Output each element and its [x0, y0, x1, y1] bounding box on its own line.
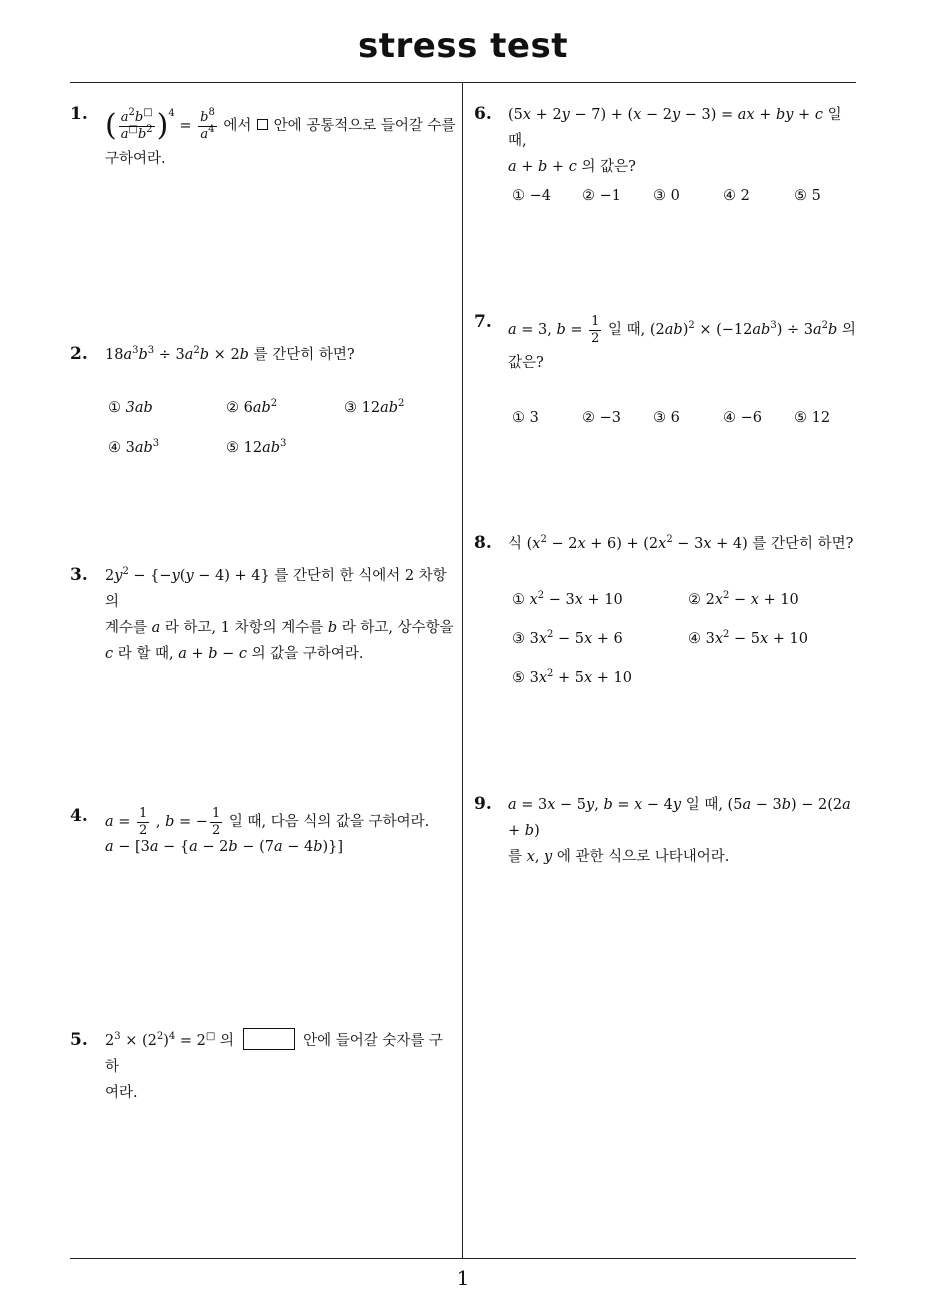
choice-3[interactable]: ③ 0	[653, 188, 680, 204]
choice-3[interactable]: ③ $12ab^2$	[344, 398, 405, 416]
choice-1[interactable]: ① $x^2 - 3x + 10$	[512, 590, 623, 608]
choice-3[interactable]: ③ $3x^2 - 5x + 6$	[512, 629, 623, 647]
choice-4[interactable]: ④ 2	[723, 188, 750, 204]
choice-2[interactable]: ② $6ab^2$	[226, 398, 278, 416]
choice-3[interactable]: ③ 6	[653, 410, 680, 426]
question-7: a = 3, b = $\frac{1}{2}$ 일 때, $(2ab)^2 \times (-12ab^3) \div 3a^2b$ 의 값은?	[508, 313, 856, 371]
question-1-text-b: 안에 공통적으로 들어갈 수를	[273, 118, 456, 134]
choice-5[interactable]: ⑤ $3x^2 + 5x + 10$	[512, 668, 633, 686]
choice-4[interactable]: ④ $3ab^3$	[108, 438, 160, 456]
choice-1[interactable]: ① 3ab	[108, 400, 153, 416]
page-title: stress test	[358, 26, 568, 66]
question-5-number: 5.	[70, 1030, 88, 1050]
choice-1[interactable]: ① −4	[512, 188, 551, 204]
column-divider	[462, 82, 463, 1258]
choice-2[interactable]: ② $2x^2 - x + 10$	[688, 590, 799, 608]
choice-5[interactable]: ⑤ 12	[794, 410, 831, 426]
question-9-number: 9.	[474, 794, 492, 814]
choice-5[interactable]: ⑤ $12ab^3$	[226, 438, 287, 456]
choice-5[interactable]: ⑤ 5	[794, 188, 821, 204]
choice-1[interactable]: ① 3	[512, 410, 539, 426]
question-4-number: 4.	[70, 806, 88, 826]
question-5: $2^3 \times (2^2)^4 = 2^□$ 의 안에 들어갈 숫자를 구하 여라.	[105, 1028, 457, 1106]
question-2-number: 2.	[70, 344, 88, 364]
question-7-number: 7.	[474, 312, 492, 332]
question-8: 식 $(x^2 - 2x + 6) + (2x^2 - 3x + 4)$ 를 간단히 하면?	[508, 534, 854, 552]
question-9: a = 3x − 5y, b = x − 4y 일 때, (5a − 3b) − 2(2a + b) 를 x, y 에 관한 식으로 나타내어라.	[508, 797, 851, 865]
question-8-number: 8.	[474, 533, 492, 553]
question-6: (5x + 2y − 7) + (x − 2y − 3) = ax + by + c 일 때, a + b + c 의 값은?	[508, 107, 842, 175]
question-2: $18a^3b^3 \div 3a^2b \times 2b$ 를 간단히 하면?	[105, 345, 355, 363]
question-1-number: 1.	[70, 104, 88, 124]
page-number: 1	[456, 1266, 470, 1290]
top-rule	[70, 82, 856, 83]
question-3-number: 3.	[70, 565, 88, 585]
question-2-text: 를 간단히 하면?	[253, 347, 355, 363]
question-4-text: 일 때, 다음 식의 값을 구하여라.	[228, 814, 430, 830]
bottom-rule	[70, 1258, 856, 1259]
question-1-line2: 구하여라.	[105, 151, 166, 167]
question-4: a = $\frac{1}{2}$ , b = − $\frac{1}{2}$ 일 때, 다음 식의 값을 구하여라. a − [3a − {a − 2b − (7a − 4b)}]	[105, 805, 430, 855]
question-1-text: 에서	[223, 118, 252, 134]
question-3: $2y^2 - \{-y(y - 4) + 4\}$ 를 간단히 한 식에서 2 차항의 계수를 a 라 하고, 1 차항의 계수를 b 라 하고, 상수항을 c 라 할 때, a + b − c 의 값을 구하여라.	[105, 566, 454, 662]
choice-4[interactable]: ④ −6	[723, 410, 762, 426]
choice-2[interactable]: ② −1	[582, 188, 621, 204]
choice-2[interactable]: ② −3	[582, 410, 621, 426]
question-1: ( $\frac{a^2b^□}{a^□b^2}$ )$^4$ = $\frac{b^8}{a^4}$ 에서 안에 공통적으로 들어갈 수를 구하여라.	[105, 106, 457, 172]
blank-box-icon	[257, 119, 268, 130]
choice-4[interactable]: ④ $3x^2 - 5x + 10$	[688, 629, 809, 647]
answer-box[interactable]	[243, 1028, 295, 1050]
question-6-number: 6.	[474, 104, 492, 124]
